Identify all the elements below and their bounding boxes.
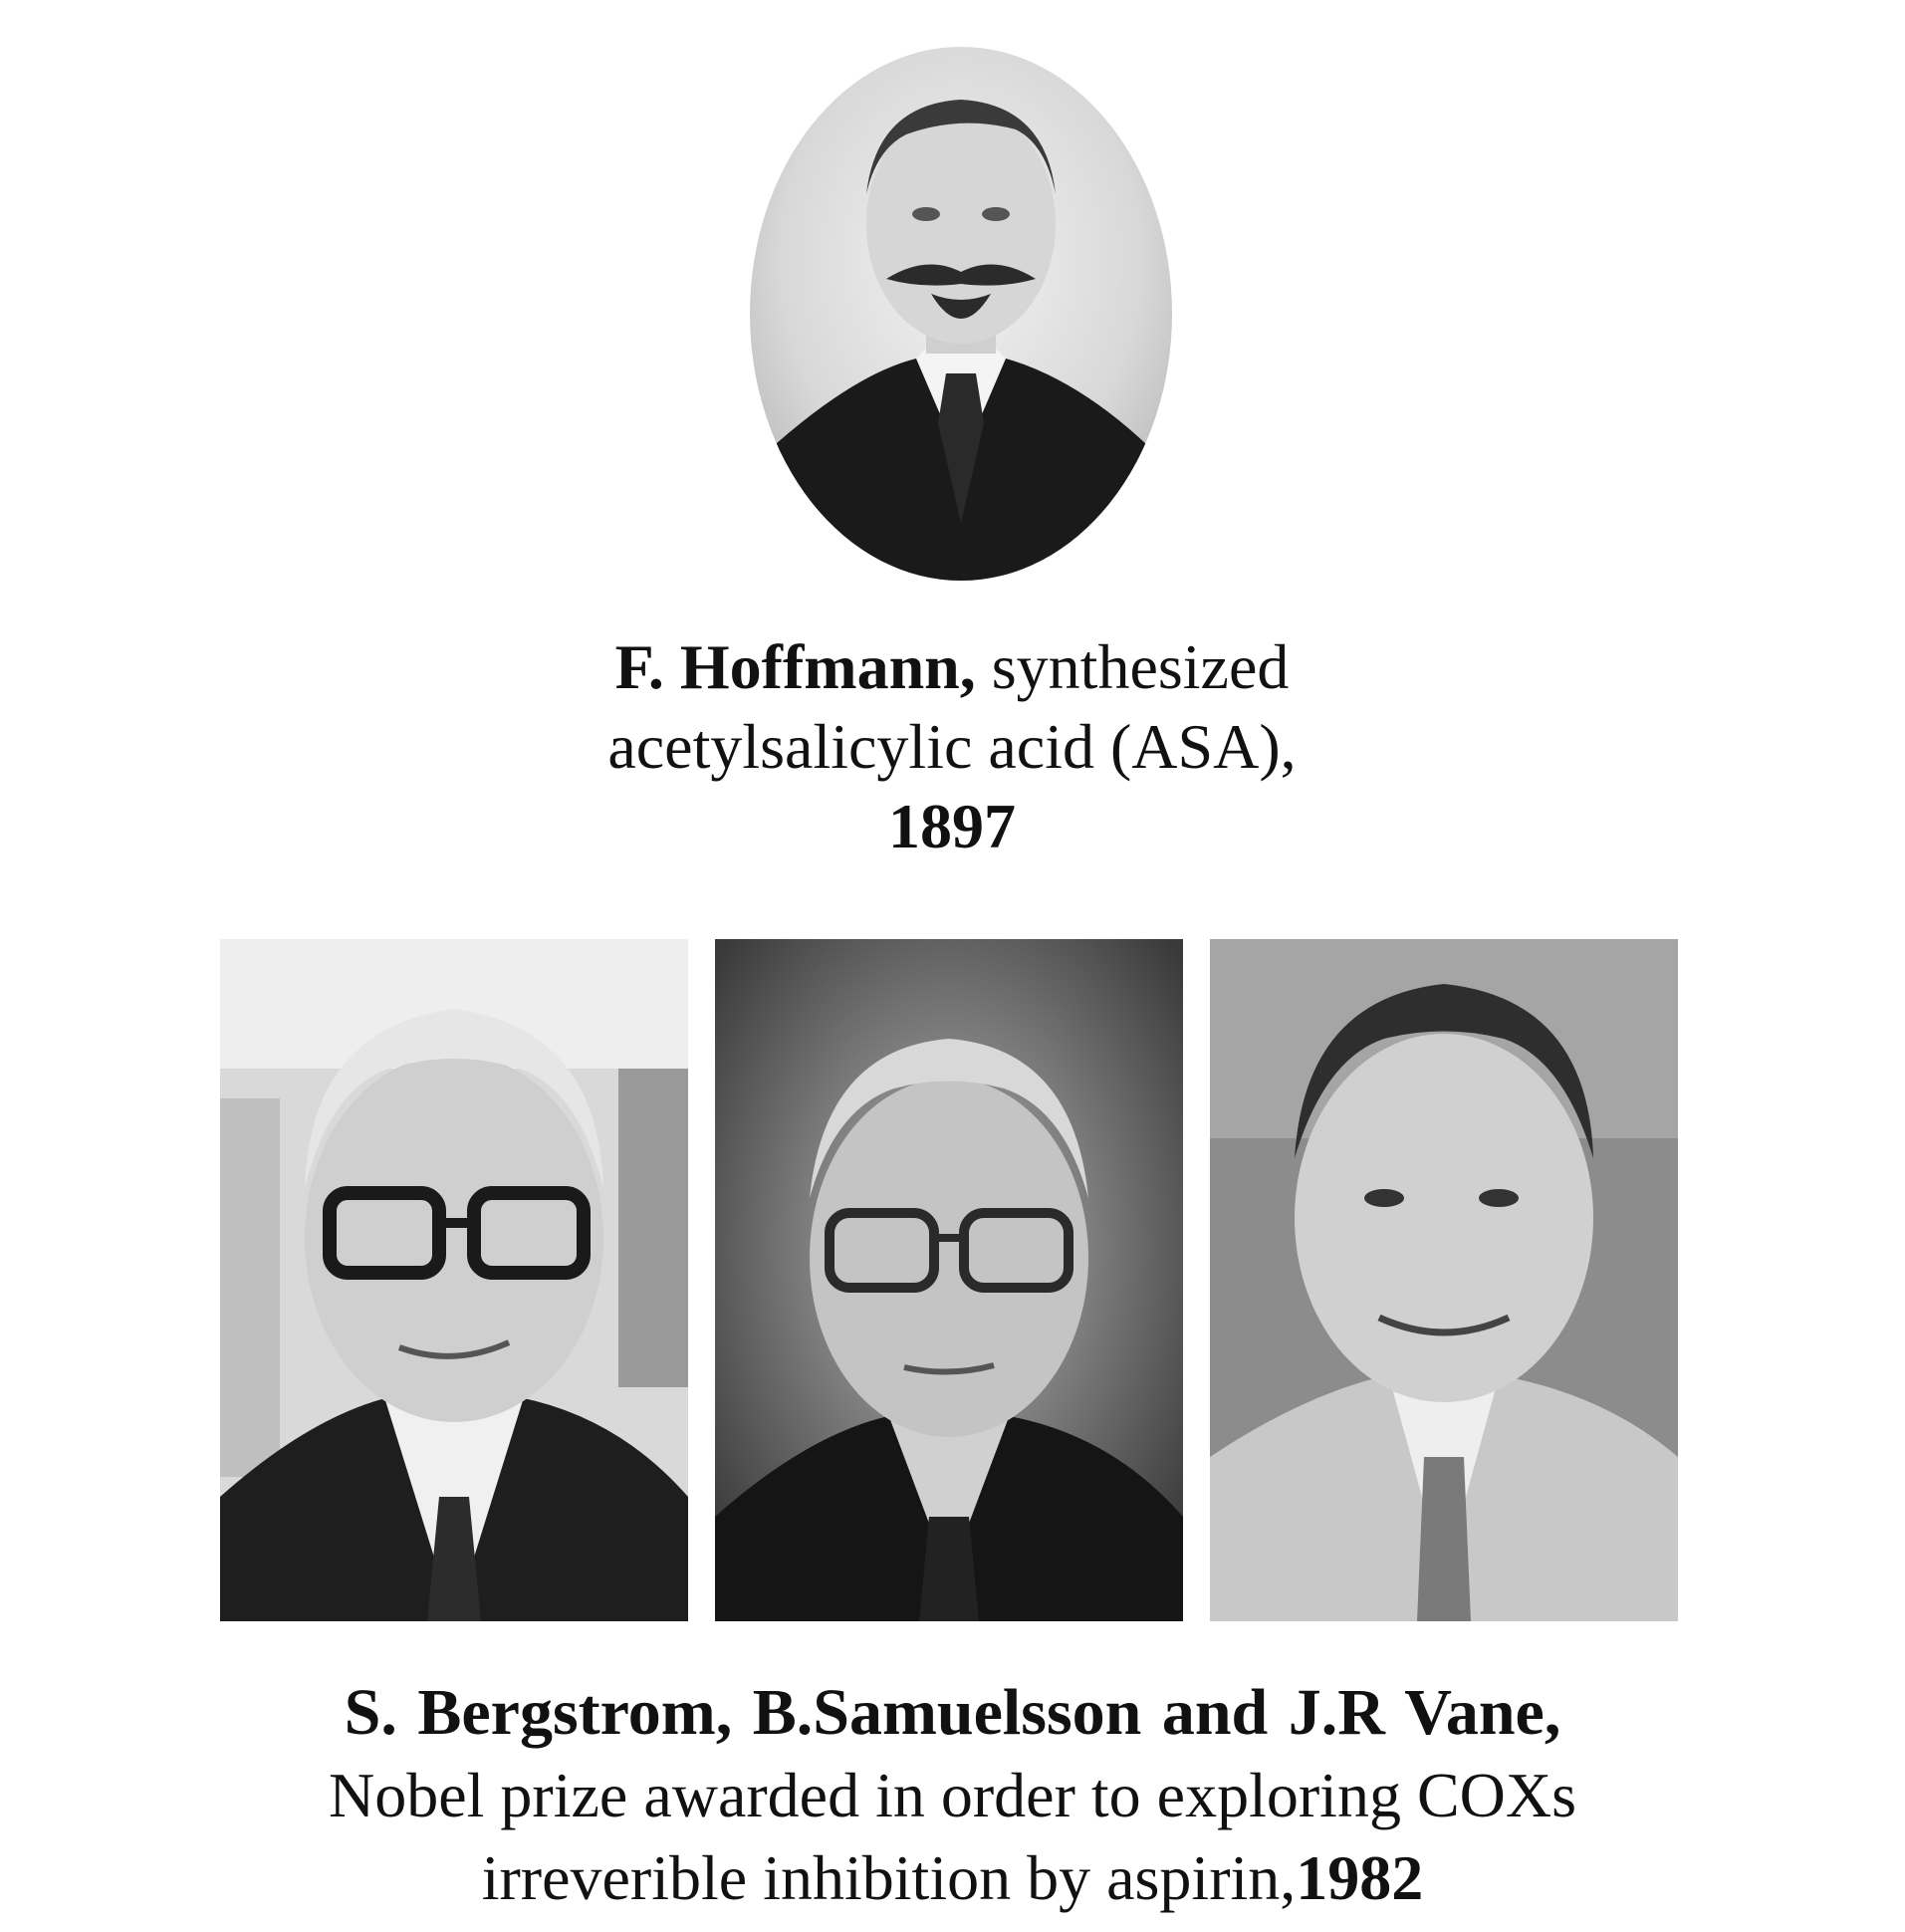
nobel-caption: [149, 1671, 1756, 1919]
hoffmann-year: 1897: [888, 791, 1016, 861]
nobel-caption-line3-text: irreverible inhibition by aspirin,: [481, 1842, 1297, 1913]
hoffmann-caption-line2: acetylsalicylic acid (ASA),: [607, 711, 1297, 782]
hoffmann-caption-line1: [454, 627, 1450, 707]
bergstrom-portrait: [220, 939, 688, 1621]
nobel-names: S. Bergstrom, B.Samuelsson and J.R Vane,: [344, 1676, 1561, 1749]
hoffmann-portrait: [747, 45, 1175, 583]
hoffmann-caption: [454, 627, 1450, 866]
hoffmann-caption-line1-rest: synthesized: [975, 631, 1290, 702]
nobel-caption-line3: [149, 1836, 1756, 1919]
nobel-year: 1982: [1296, 1842, 1424, 1913]
vane-portrait: [1210, 939, 1678, 1621]
hoffmann-name: F. Hoffmann,: [614, 631, 976, 702]
samuelsson-portrait: [715, 939, 1183, 1621]
nobel-caption-line2: Nobel prize awarded in order to exploring COXs: [329, 1760, 1576, 1830]
